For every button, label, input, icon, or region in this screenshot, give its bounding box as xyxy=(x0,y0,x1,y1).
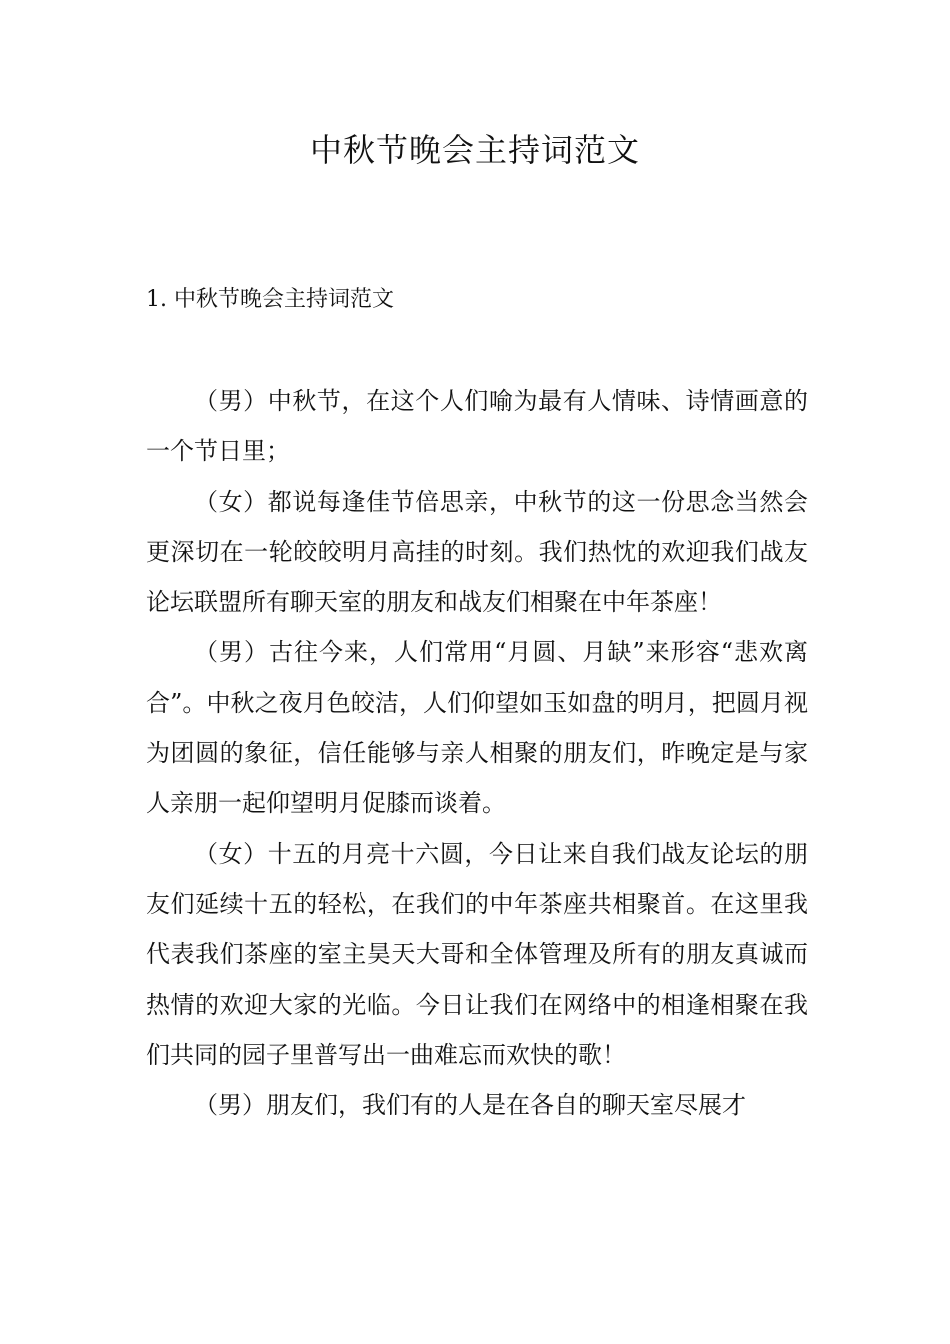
document-title: 中秋节晚会主持词范文 xyxy=(309,131,640,169)
document-body xyxy=(146,376,808,1130)
paragraph: （男）中秋节，在这个人们喻为最有人情味、诗情画意的一个节日里； xyxy=(146,387,808,466)
section-heading: 1. 中秋节晚会主持词范文 xyxy=(146,287,394,312)
paragraph: （女）都说每逢佳节倍思亲，中秋节的这一份思念当然会更深切在一轮皎皎明月高挂的时刻。我们热忱的欢迎我们战友论坛联盟所有聊天室的朋友和战友们相聚在中年茶座！ xyxy=(146,487,808,617)
paragraph: （男）朋友们，我们有的人是在各自的聊天室尽展才 xyxy=(194,1091,746,1120)
paragraph: （女）十五的月亮十六圆，今日让来自我们战友论坛的朋友们延续十五的轻松，在我们的中年茶座共相聚首。在这里我代表我们茶座的室主昊天大哥和全体管理及所有的朋友真诚而热情的欢迎大家的光临。今日让我们在网络中的相逢相聚在我们共同的园子里普写出一曲难忘而欢快的歌！ xyxy=(146,839,808,1069)
paragraph: （男）古往今来，人们常用“月圆、月缺”来形容“悲欢离合”。中秋之夜月色皎洁，人们仰望如玉如盘的明月，把圆月视为团圆的象征，信任能够与亲人相聚的朋友们，昨晚定是与家人亲朋一起仰望明月促膝而谈着。 xyxy=(146,638,808,818)
